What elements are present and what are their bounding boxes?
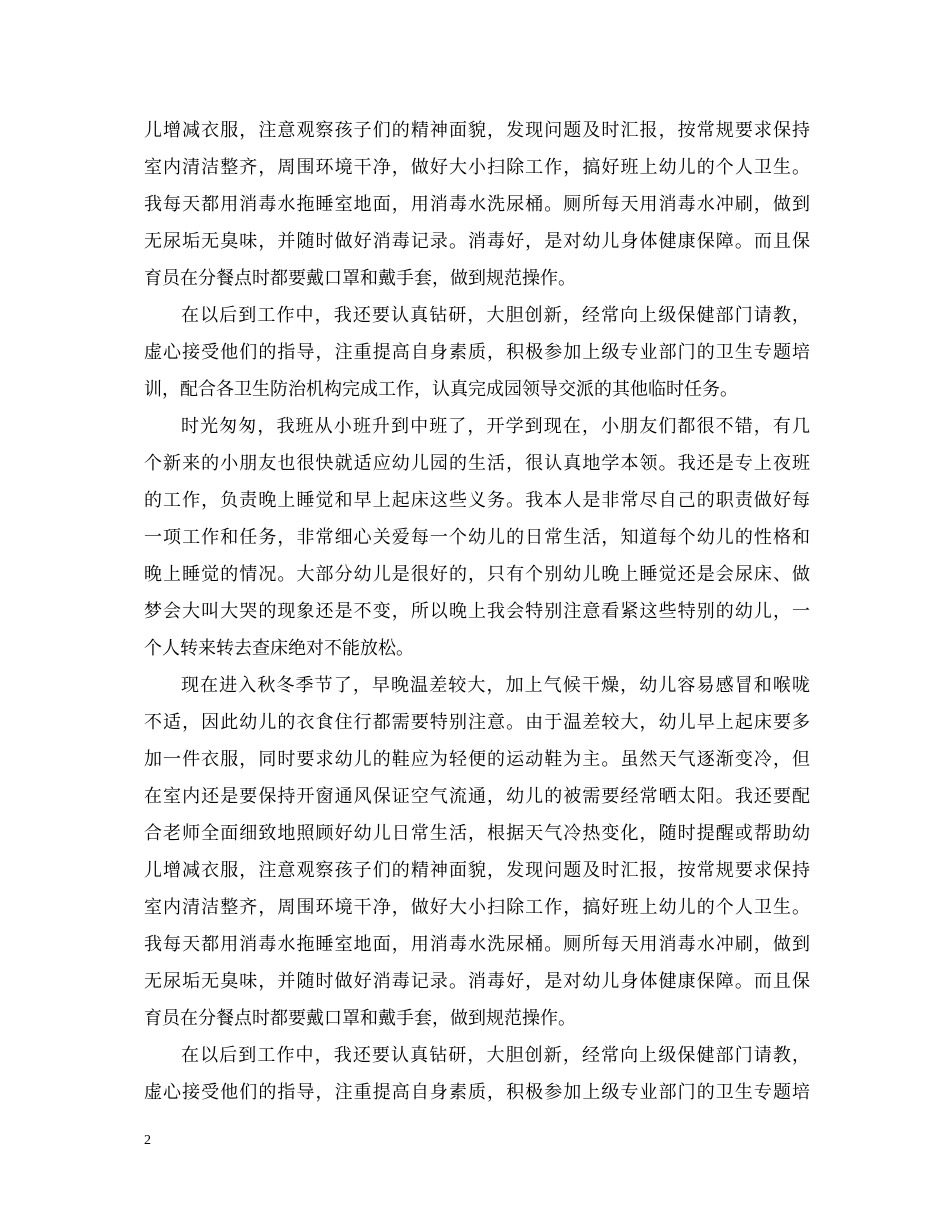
- paragraph-first-line: 时光匆匆，我班从小班升到中班了，开学到现在，小朋友们都很不错，有几: [181, 416, 810, 437]
- text-line: 个新来的小朋友也很快就适应幼儿园的生活，很认真地学本领。我还是专上夜班: [144, 453, 810, 474]
- text-line: 儿增减衣服，注意观察孩子们的精神面貌，发现问题及时汇报，按常规要求保持: [144, 860, 810, 881]
- text-line: 合老师全面细致地照顾好幼儿日常生活，根据天气冷热变化，随时提醒或帮助幼: [144, 823, 810, 844]
- paragraph-first-line: 在以后到工作中，我还要认真钻研，大胆创新，经常向上级保健部门请教，: [181, 1045, 810, 1066]
- paragraph-first-line: 在以后到工作中，我还要认真钻研，大胆创新，经常向上级保健部门请教，: [181, 305, 810, 326]
- text-line: 梦会大叫大哭的现象还是不变，所以晚上我会特别注意看紧这些特别的幼儿，一: [144, 601, 810, 622]
- text-line: 我每天都用消毒水拖睡室地面，用消毒水洗尿桶。厕所每天用消毒水冲刷，做到: [144, 194, 810, 215]
- text-line: 儿增减衣服，注意观察孩子们的精神面貌，发现问题及时汇报，按常规要求保持: [144, 120, 810, 141]
- body-text: [144, 112, 810, 1111]
- text-line: 在室内还是要保持开窗通风保证空气流通，幼儿的被需要经常晒太阳。我还要配: [144, 786, 810, 807]
- text-line: 无尿垢无臭味，并随时做好消毒记录。消毒好，是对幼儿身体健康保障。而且保: [144, 231, 810, 252]
- text-line: 育员在分餐点时都要戴口罩和戴手套，做到规范操作。: [144, 1008, 576, 1029]
- text-line: 虚心接受他们的指导，注重提高自身素质，积极参加上级专业部门的卫生专题培: [144, 1082, 810, 1103]
- text-line: 加一件衣服，同时要求幼儿的鞋应为轻便的运动鞋为主。虽然天气逐渐变冷，但: [144, 749, 810, 770]
- text-line: 不适，因此幼儿的衣食住行都需要特别注意。由于温差较大，幼儿早上起床要多: [144, 712, 810, 733]
- text-line: 晚上睡觉的情况。大部分幼儿是很好的，只有个别幼儿晚上睡觉还是会尿床、做: [144, 564, 810, 585]
- text-line: 虚心接受他们的指导，注重提高自身素质，积极参加上级专业部门的卫生专题培: [144, 342, 810, 363]
- text-line: 室内清洁整齐，周围环境干净，做好大小扫除工作，搞好班上幼儿的个人卫生。: [144, 897, 810, 918]
- text-line: 训，配合各卫生防治机构完成工作，认真完成园领导交派的其他临时任务。: [144, 379, 738, 400]
- paragraph-first-line: 现在进入秋冬季节了，早晚温差较大，加上气候干燥，幼儿容易感冒和喉咙: [181, 675, 810, 696]
- text-line: 个人转来转去查床绝对不能放松。: [144, 638, 414, 659]
- text-line: 无尿垢无臭味，并随时做好消毒记录。消毒好，是对幼儿身体健康保障。而且保: [144, 971, 810, 992]
- text-line: 我每天都用消毒水拖睡室地面，用消毒水洗尿桶。厕所每天用消毒水冲刷，做到: [144, 934, 810, 955]
- text-line: 一项工作和任务，非常细心关爱每一个幼儿的日常生活，知道每个幼儿的性格和: [144, 527, 810, 548]
- text-line: 室内清洁整齐，周围环境干净，做好大小扫除工作，搞好班上幼儿的个人卫生。: [144, 157, 810, 178]
- page-number: 2: [144, 1133, 151, 1148]
- text-line: 的工作，负责晚上睡觉和早上起床这些义务。我本人是非常尽自己的职责做好每: [144, 490, 810, 511]
- text-line: 育员在分餐点时都要戴口罩和戴手套，做到规范操作。: [144, 268, 576, 289]
